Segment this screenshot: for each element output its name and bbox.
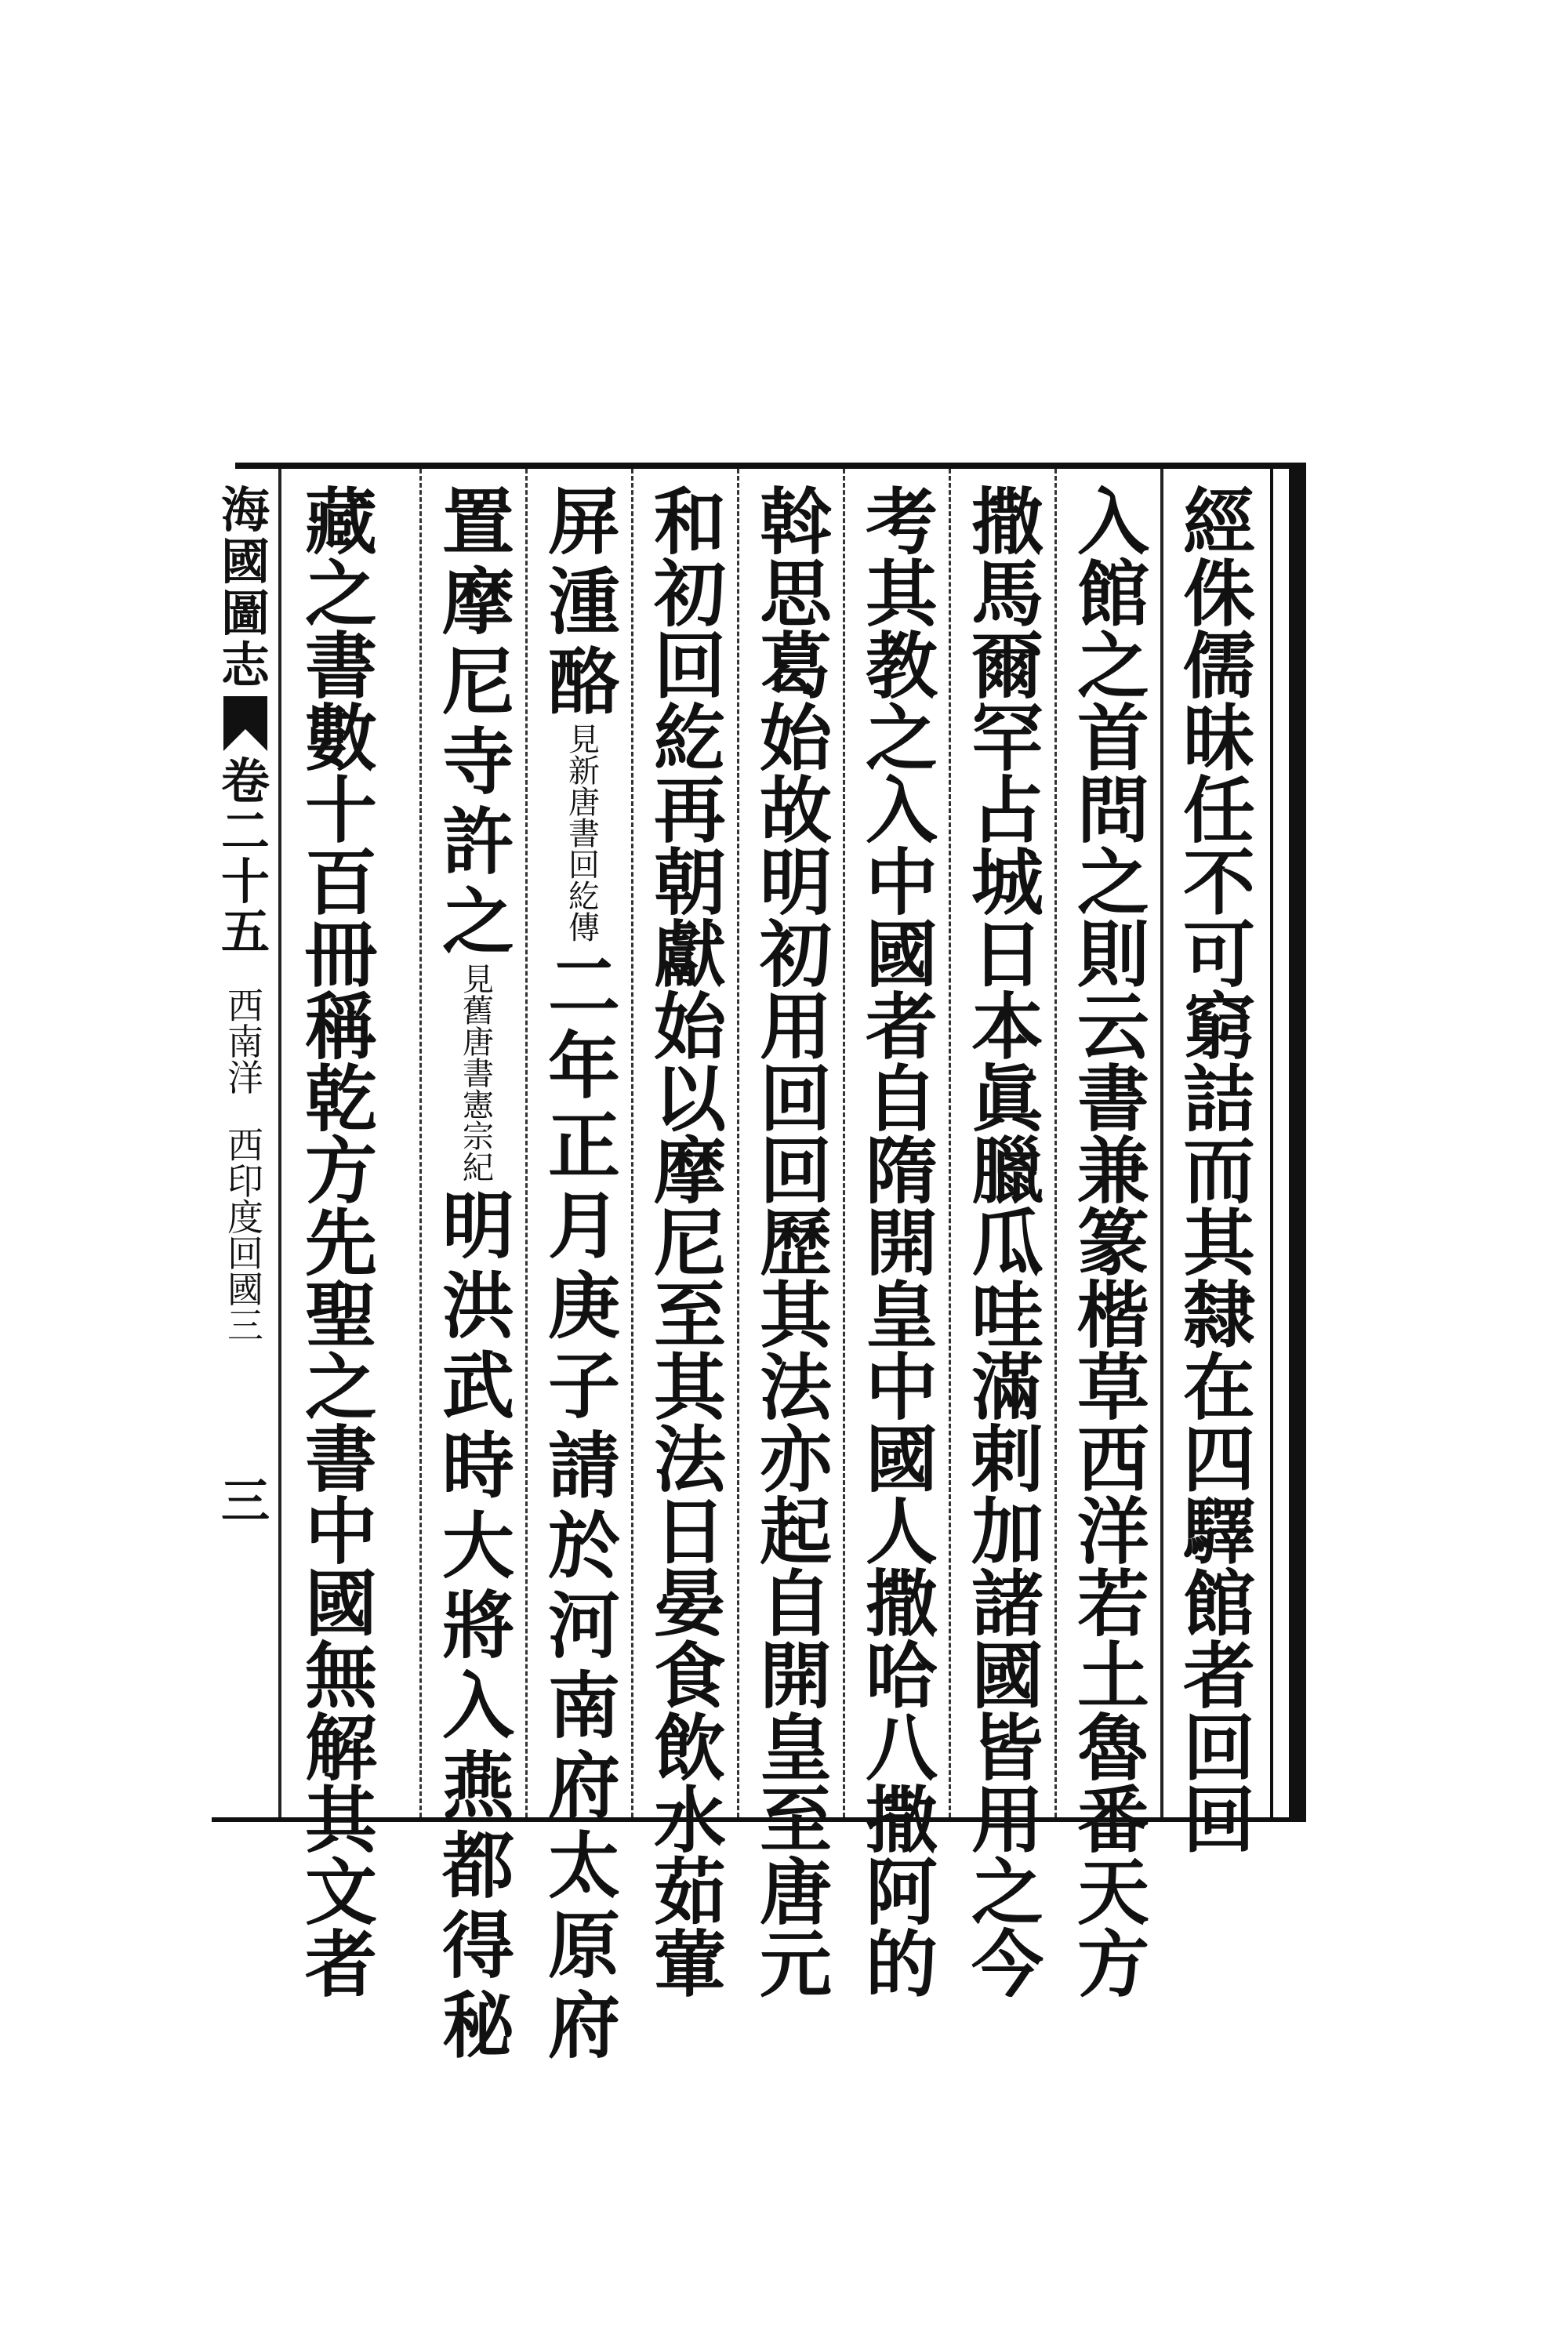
- section-name: 西 南 洋: [227, 985, 263, 1099]
- column-rule: [525, 469, 528, 1817]
- book-title: 海 國 圖 志: [220, 481, 270, 694]
- frame-inner-right-line: [1270, 469, 1273, 1817]
- column-7-main-b: 二 年 正 月 庚 子 請 於 河 南 府 太 原 府: [547, 944, 620, 2068]
- volume-number: 卷 二 十 五: [220, 753, 270, 960]
- column-rule: [1054, 469, 1057, 1817]
- subsection-name: 西 印 度 回 國 三: [227, 1124, 263, 1347]
- text-column-2: 入 館 之 首 問 之 則 云 書 兼 篆 楷 草 西 洋 若 土 魯 番 天 方: [1076, 480, 1149, 2007]
- column-8-main-a: 置 摩 尼 寺 許 之: [441, 480, 514, 964]
- frame-right-border: [1289, 463, 1306, 1822]
- text-column-8: [435, 480, 521, 2068]
- block-margin: [218, 481, 273, 1811]
- leaf-number: 三: [220, 1472, 270, 1530]
- text-column-9: 藏 之 書 數 十 百 冊 稱 乾 方 先 聖 之 書 中 國 無 解 其 文 者: [304, 480, 377, 2007]
- column-rule: [631, 469, 633, 1817]
- text-column-1: 經 侏 儒 昧 任 不 可 窮 詰 而 其 隸 在 四 驛 館 者 回 回: [1182, 480, 1255, 1863]
- column-8-main-b: 明 洪 武 時 大 將 入 燕 都 得 秘: [441, 1184, 514, 2068]
- column-rule: [419, 469, 422, 1817]
- text-column-5: 斡 思 葛 始 故 明 初 用 回 回 歷 其 法 亦 起 自 開 皇 至 唐 元: [759, 480, 832, 2007]
- interlinear-note: 見 舊 唐 書 憲 宗 紀: [463, 962, 494, 1186]
- fish-tail-mark: [223, 696, 267, 751]
- text-column-7: [541, 480, 627, 2068]
- column-rule: [737, 469, 739, 1817]
- text-column-3: 撒 馬 爾 罕 占 城 日 本 眞 臘 瓜 哇 滿 剌 加 諸 國 皆 用 之 今: [971, 480, 1044, 2007]
- column-7-main-a: 屏 湩 酪: [547, 480, 620, 724]
- text-column-6: 和 初 回 紇 再 朝 獻 始 以 摩 尼 至 其 法 日 晏 食 飲 水 茹 葷: [653, 480, 726, 2007]
- column-rule: [843, 469, 845, 1817]
- margin-rule: [278, 469, 281, 1817]
- interlinear-note: 見 新 唐 書 回 紇 傳: [568, 722, 600, 946]
- column-rule: [1160, 469, 1163, 1817]
- text-column-4: 考 其 教 之 入 中 國 者 自 隋 開 皇 中 國 人 撒 哈 八 撒 阿 的: [865, 480, 938, 2007]
- frame-top-border: [235, 463, 1305, 469]
- column-rule: [949, 469, 951, 1817]
